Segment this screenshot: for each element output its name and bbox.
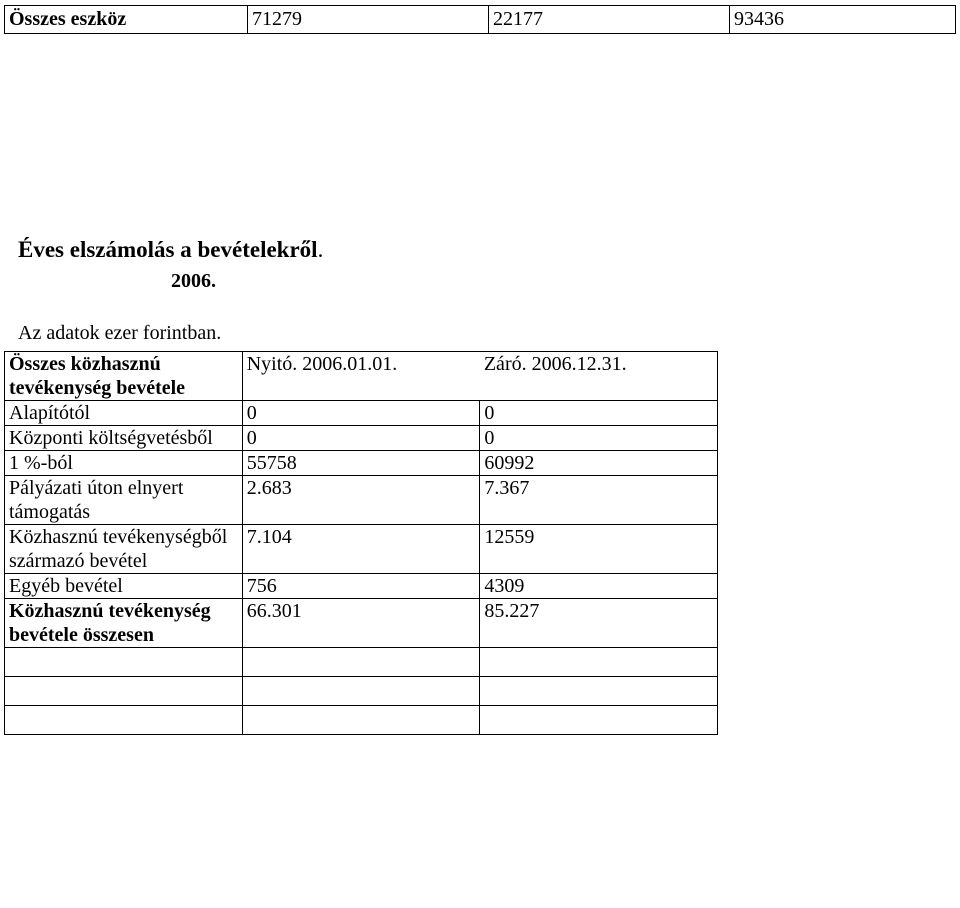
- table-row: [5, 451, 718, 476]
- table-row: [5, 6, 956, 34]
- header-close: Záró. 2006.12.31.: [480, 352, 718, 401]
- empty-cell: [242, 677, 480, 706]
- row-open: 7.104: [242, 525, 480, 574]
- row-label: Egyéb bevétel: [5, 574, 243, 599]
- header-label: Összes közhasznú tevékenység bevétele: [5, 352, 243, 401]
- assets-value-2: 22177: [489, 6, 730, 34]
- empty-cell: [480, 648, 718, 677]
- revenue-table: [4, 351, 718, 735]
- table-row: [5, 476, 718, 525]
- page-title: [18, 236, 323, 264]
- total-label: Közhasznú tevékenység bevétele összesen: [5, 599, 243, 648]
- title-text: Éves elszámolás a bevételekről: [18, 237, 318, 262]
- title-dot: .: [317, 237, 324, 262]
- row-open: 756: [242, 574, 480, 599]
- total-open: 66.301: [242, 599, 480, 648]
- row-open: 55758: [242, 451, 480, 476]
- row-close: 0: [480, 426, 718, 451]
- row-label: 1 %-ból: [5, 451, 243, 476]
- empty-cell: [5, 706, 243, 735]
- assets-table: [4, 5, 956, 34]
- row-label: Közhasznú tevékenységből származó bevétel: [5, 525, 243, 574]
- report-year: 2006.: [171, 270, 216, 292]
- row-close: 7.367: [480, 476, 718, 525]
- header-open: Nyitó. 2006.01.01.: [242, 352, 480, 401]
- empty-cell: [242, 648, 480, 677]
- assets-label: Összes eszköz: [5, 6, 248, 34]
- table-row: [5, 574, 718, 599]
- empty-cell: [480, 677, 718, 706]
- row-label: Alapítótól: [5, 401, 243, 426]
- row-close: 60992: [480, 451, 718, 476]
- row-close: 12559: [480, 525, 718, 574]
- empty-cell: [5, 677, 243, 706]
- empty-cell: [242, 706, 480, 735]
- table-total-row: [5, 599, 718, 648]
- row-open: 2.683: [242, 476, 480, 525]
- assets-value-3: 93436: [730, 6, 956, 34]
- row-open: 0: [242, 401, 480, 426]
- total-close: 85.227: [480, 599, 718, 648]
- row-close: 4309: [480, 574, 718, 599]
- row-label: Központi költségvetésből: [5, 426, 243, 451]
- table-row: [5, 401, 718, 426]
- assets-value-1: 71279: [248, 6, 489, 34]
- empty-row: [5, 677, 718, 706]
- empty-cell: [5, 648, 243, 677]
- row-close: 0: [480, 401, 718, 426]
- row-open: 0: [242, 426, 480, 451]
- empty-cell: [480, 706, 718, 735]
- table-row: [5, 426, 718, 451]
- empty-row: [5, 648, 718, 677]
- table-row: [5, 525, 718, 574]
- row-label: Pályázati úton elnyert támogatás: [5, 476, 243, 525]
- units-note: Az adatok ezer forintban.: [18, 322, 222, 344]
- table-header-row: [5, 352, 718, 401]
- empty-row: [5, 706, 718, 735]
